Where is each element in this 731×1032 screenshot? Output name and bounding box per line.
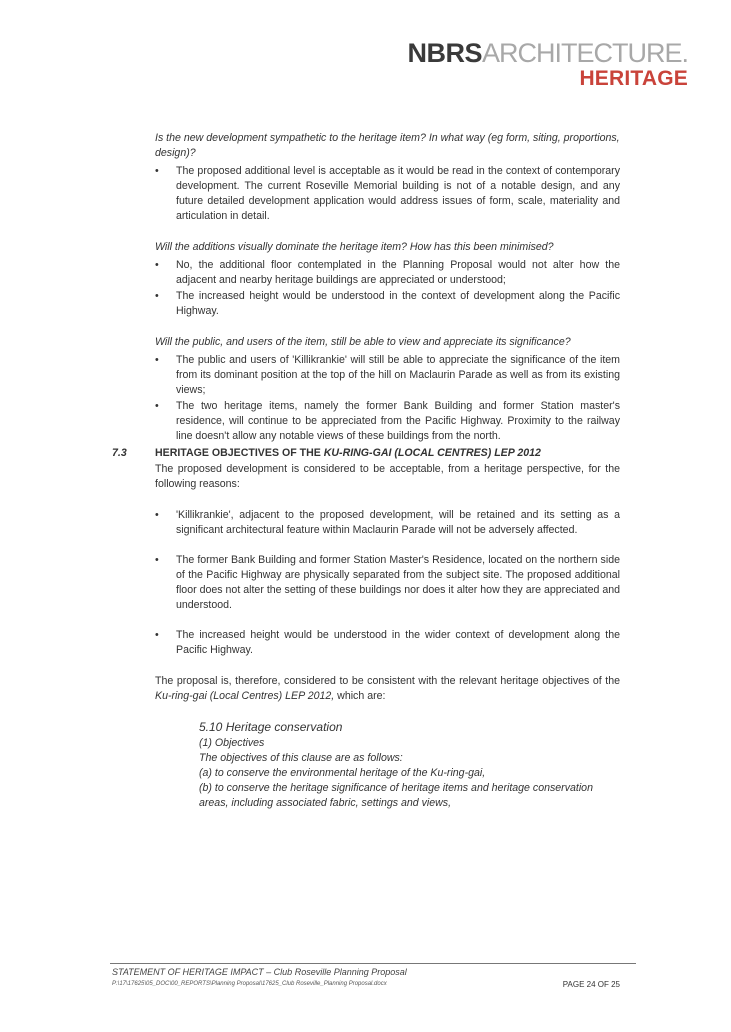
reason-item: • 'Killikrankie', adjacent to the proposed development, will be retained and its setting as a significant architectural feature within Maclaurin Parade will not be adversely affected.: [155, 508, 620, 538]
reason-item: • The increased height would be understood in the wider context of development along the Pacific Highway.: [155, 628, 620, 658]
nbrs-logo: [407, 40, 688, 89]
assessment-questions: [155, 131, 620, 460]
reason-item: • The former Bank Building and former Station Master's Residence, located on the northern side of the Pacific Highway are physically separated from the subject site. The proposed additional floor does not alter the setting of these buildings nor does it alter how they are appreciated and understood.: [155, 553, 620, 613]
answer-list-2: [155, 258, 620, 319]
section-body: [155, 462, 620, 811]
logo-wordmark: [407, 40, 688, 67]
answer-item: • The increased height would be understood in the context of development along the Pacific Highway.: [155, 289, 620, 319]
footer-file-path: P:\17\17625\05_DOC\00_REPORTS\Planning Proposal\17625_Club Roseville_Planning Proposal.docx: [112, 981, 387, 987]
conclusion-before: The proposal is, therefore, considered to be consistent with the relevant heritage objectives of the: [155, 675, 620, 687]
quote-line: (b) to conserve the heritage significance of heritage items and heritage conservation areas, including associated fabric, settings and views,: [199, 782, 593, 809]
conclusion-paragraph: [155, 674, 620, 704]
answer-item: • The proposed additional level is acceptable as it would be read in the context of contemporary development. The current Roseville Memorial building is not of a notable design, and any future detailed development application would address issues of form, scale, materiality and articulation in detail.: [155, 164, 620, 224]
section-title-italic: KU-RING-GAI (LOCAL CENTRES) LEP 2012: [323, 447, 541, 459]
footer-divider: [110, 963, 636, 964]
conclusion-italic: Ku-ring-gai (Local Centres) LEP 2012,: [155, 690, 335, 702]
answer-list-3: [155, 353, 620, 444]
quote-line: (a) to conserve the environmental heritage of the Ku-ring-gai,: [199, 767, 486, 779]
section-title: [155, 447, 541, 459]
quote-line: The objectives of this clause are as follows:: [199, 752, 403, 764]
question-1: Is the new development sympathetic to the heritage item? In what way (eg form, siting, proportions, design)?: [155, 132, 620, 159]
page-number: PAGE 24 OF 25: [562, 980, 620, 989]
logo-heritage: HERITAGE: [579, 67, 688, 90]
intro-paragraph: The proposed development is considered to be acceptable, from a heritage perspective, for the following reasons:: [155, 463, 620, 490]
footer-title: STATEMENT OF HERITAGE IMPACT – Club Roseville Planning Proposal: [112, 967, 407, 977]
section-number: 7.3: [112, 447, 127, 459]
question-3: Will the public, and users of the item, still be able to view and appreciate its significance?: [155, 336, 571, 348]
question-2: Will the additions visually dominate the heritage item? How has this been minimised?: [155, 241, 554, 253]
answer-item: • The two heritage items, namely the former Bank Building and former Station master's residence, will continue to be appreciated from the Pacific Highway. Proximity to the railway line doesn't allow any notable views of these buildings from the north.: [155, 399, 620, 444]
logo-architecture: ARCHITECTURE.: [481, 38, 688, 68]
answer-item: • No, the additional floor contemplated in the Planning Proposal would not alter how the adjacent and nearby heritage buildings are appreciated or understood;: [155, 258, 620, 288]
logo-nbrs: NBRS: [407, 38, 482, 68]
quote-heading: 5.10 Heritage conservation: [199, 720, 343, 734]
conclusion-after: which are:: [334, 690, 386, 702]
lep-quote: [199, 720, 620, 811]
section-title-prefix: HERITAGE OBJECTIVES OF THE: [155, 447, 324, 459]
answer-item: • The public and users of 'Killikrankie' will still be able to appreciate the significance of the item from its dominant position at the top of the hill on Maclaurin Parade as well as from its existing views;: [155, 353, 620, 398]
quote-line: (1) Objectives: [199, 737, 265, 749]
reasons-list: [155, 508, 620, 658]
answer-list-1: [155, 164, 620, 224]
